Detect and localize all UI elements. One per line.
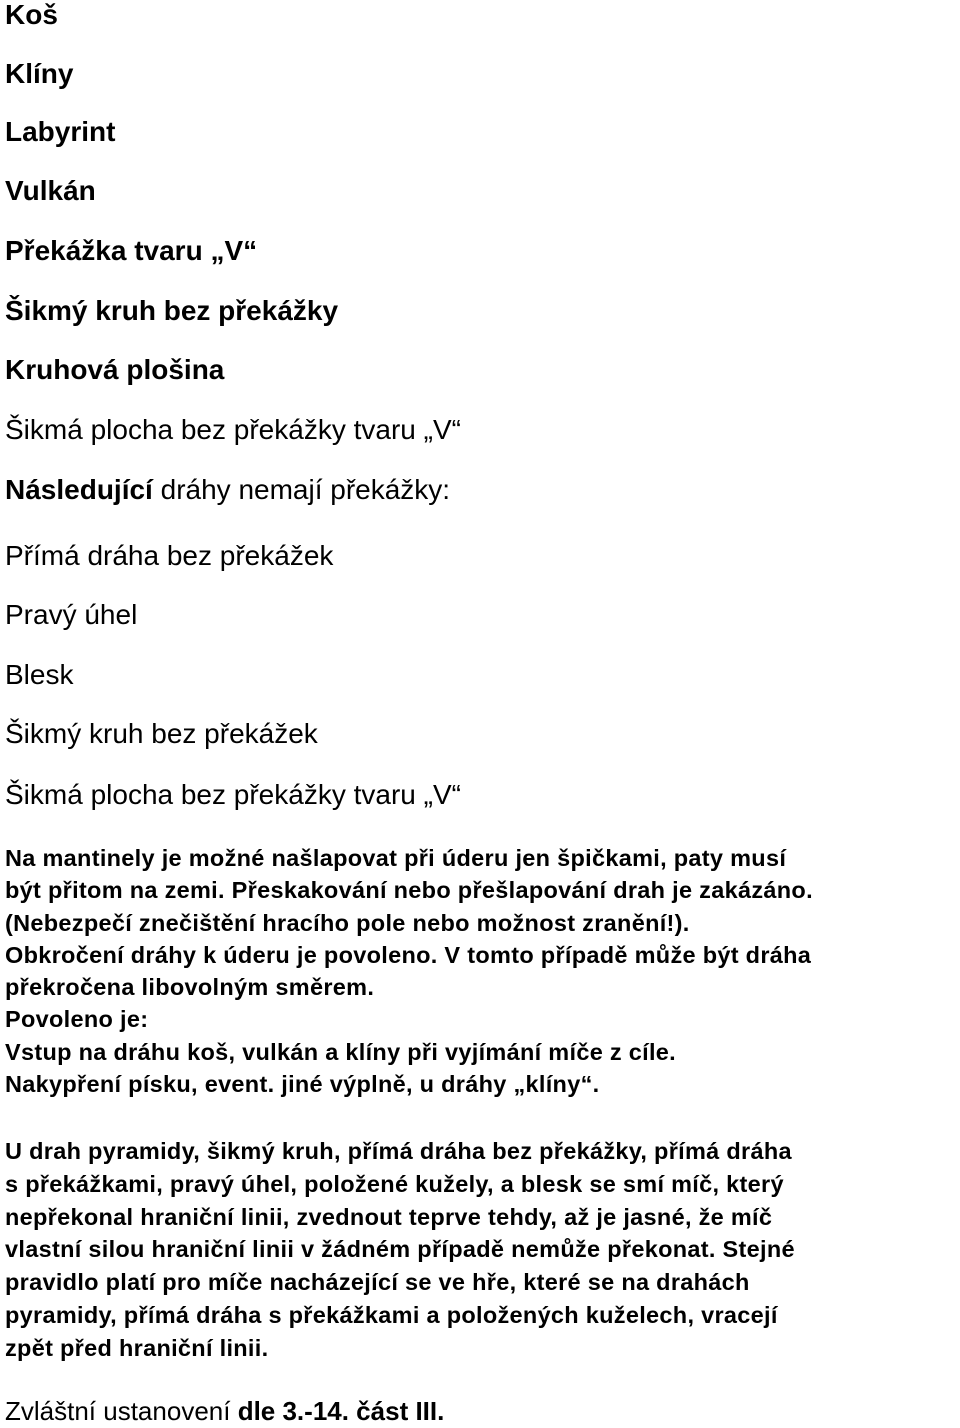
non-obstacle-item-sikmy-kruh: Šikmý kruh bez překážek	[5, 718, 318, 749]
non-obstacle-heading-rest: dráhy nemají překážky:	[152, 474, 451, 505]
list-item-labyrint: Labyrint	[5, 116, 116, 147]
paragraph-line: s překážkami, pravý úhel, položené kužely, a blesk se smí míč, který	[5, 1170, 784, 1197]
footer-normal: Zvláštní ustanovení	[5, 1396, 238, 1426]
rules-paragraph-1	[5, 842, 960, 1100]
paragraph-line: pyramidy, přímá dráha s překážkami a položených kuželech, vracejí	[5, 1301, 778, 1328]
list-item-kliny: Klíny	[5, 58, 74, 89]
special-provisions-footer	[5, 1394, 444, 1428]
non-obstacle-item-sikma-plocha: Šikmá plocha bez překážky tvaru „V“	[5, 779, 461, 810]
paragraph-line: Vstup na dráhu koš, vulkán a klíny při vyjímání míče z cíle.	[5, 1038, 677, 1065]
paragraph-line: Povoleno je:	[5, 1006, 149, 1033]
paragraph-line: Na mantinely je možné našlapovat při úderu jen špičkami, paty musí	[5, 845, 787, 871]
non-obstacle-item-blesk: Blesk	[5, 659, 74, 690]
list-item-kos: Koš	[5, 0, 58, 30]
non-obstacle-heading	[5, 473, 450, 507]
paragraph-line: nepřekonal hraniční linii, zvednout teprve tehdy, až je jasné, že míč	[5, 1203, 773, 1230]
paragraph-line: (Nebezpečí znečištění hracího pole nebo možnost zranění!).	[5, 909, 690, 936]
paragraph-line: zpět před hraniční linii.	[5, 1334, 269, 1361]
paragraph-line: U drah pyramidy, šikmý kruh, přímá dráha bez překážky, přímá dráha	[5, 1138, 792, 1164]
rules-paragraph-2	[5, 1135, 960, 1365]
non-obstacle-heading-bold: Následující	[5, 474, 153, 505]
non-obstacle-item-prima: Přímá dráha bez překážek	[5, 540, 334, 571]
list-item-vulkan: Vulkán	[5, 175, 96, 206]
paragraph-line: Nakypření písku, event. jiné výplně, u dráhy „klíny“.	[5, 1071, 600, 1098]
list-item-sikma-plocha: Šikmá plocha bez překážky tvaru „V“	[5, 414, 461, 445]
paragraph-line: vlastní silou hraniční linii v žádném případě nemůže překonat. Stejné	[5, 1236, 795, 1263]
list-item-kruhova-plosina: Kruhová plošina	[5, 354, 225, 385]
paragraph-line: pravidlo platí pro míče nacházející se ve hře, které se na drahách	[5, 1269, 750, 1296]
list-item-sikmy-kruh: Šikmý kruh bez překážky	[5, 295, 339, 326]
footer-bold: dle 3.-14. část III.	[237, 1396, 445, 1426]
paragraph-line: překročena libovolným směrem.	[5, 974, 375, 1001]
non-obstacle-item-pravy-uhel: Pravý úhel	[5, 599, 138, 630]
paragraph-line: Obkročení dráhy k úderu je povoleno. V tomto případě může být dráha	[5, 941, 812, 968]
paragraph-line: být přitom na zemi. Přeskakování nebo přešlapování drah je zakázáno.	[5, 877, 813, 904]
list-item-prekazka-v: Překážka tvaru „V“	[5, 235, 258, 266]
